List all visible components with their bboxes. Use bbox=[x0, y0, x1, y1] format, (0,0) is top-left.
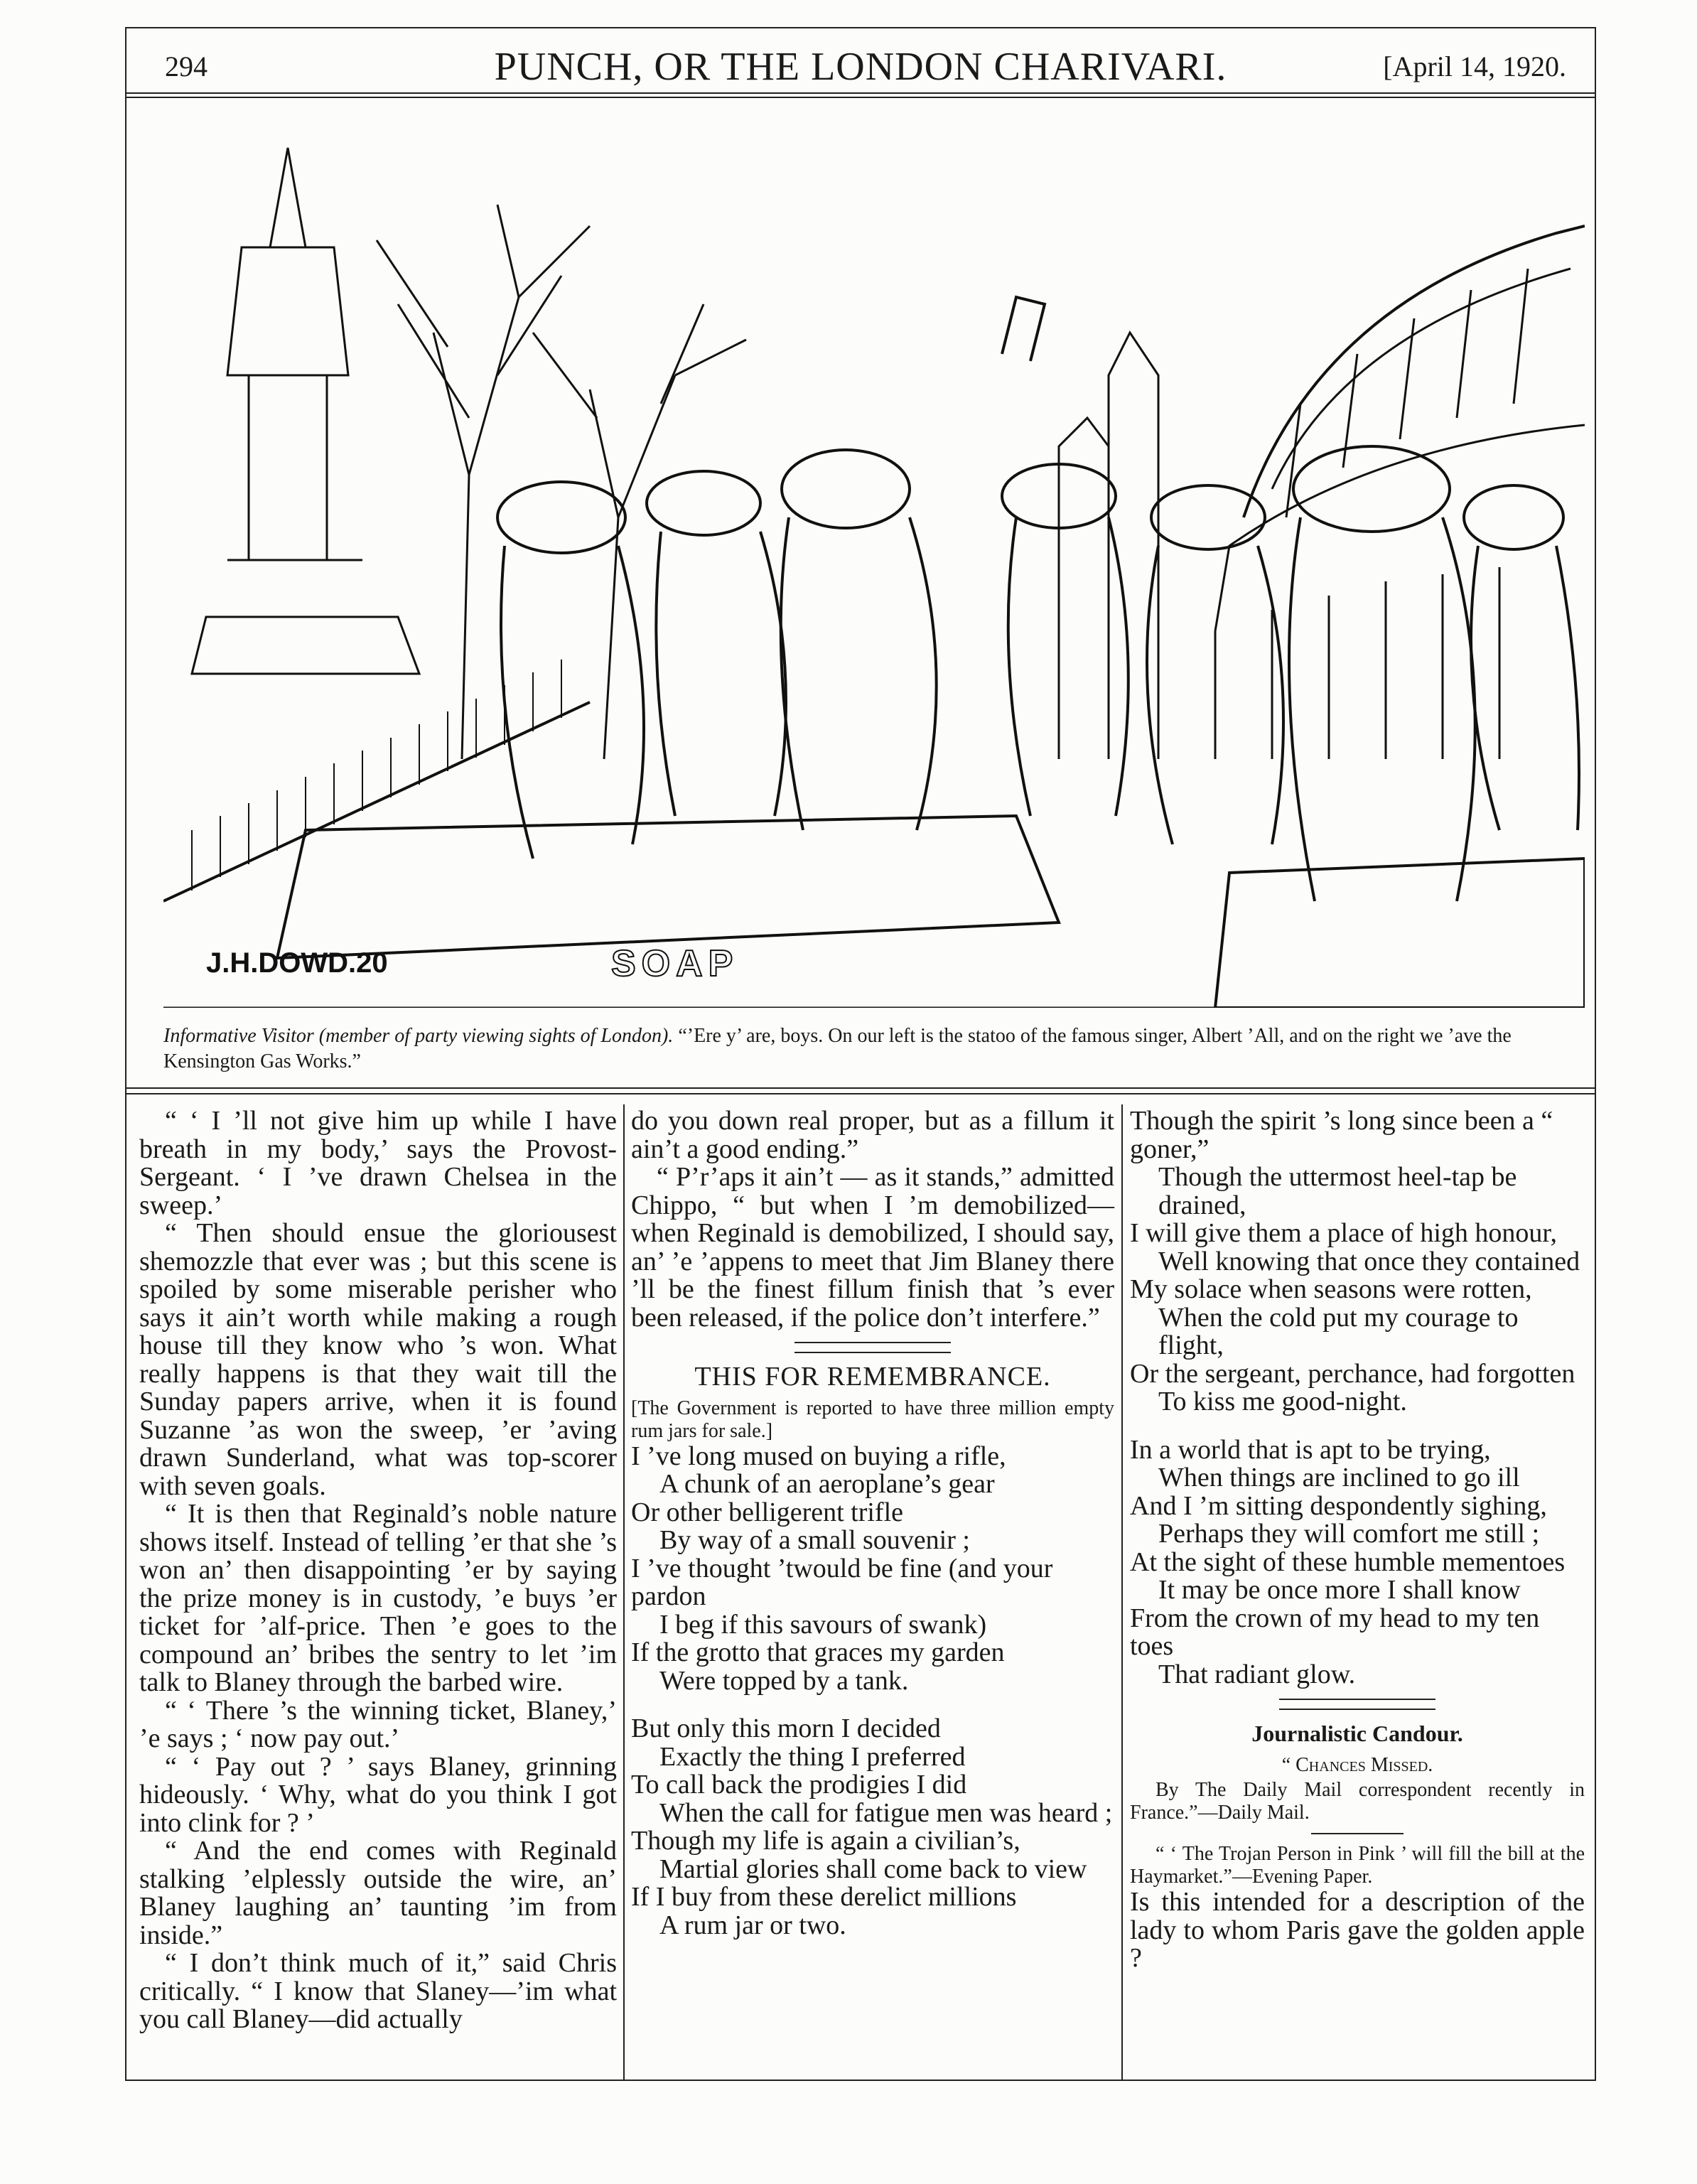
issue-date: [April 14, 1920. bbox=[1383, 50, 1566, 82]
column-divider-2 bbox=[1121, 1104, 1123, 2081]
verse-line: Perhaps they will comfort me still ; bbox=[1158, 1519, 1540, 1549]
column-divider-1 bbox=[623, 1104, 625, 2081]
verse-line: Martial glories shall come back to view bbox=[659, 1854, 1087, 1884]
comment-text: Is this intended for a description of the lady to whom Paris gave the golden apple ? bbox=[1130, 1887, 1585, 1973]
caption-rule-2 bbox=[125, 1093, 1596, 1094]
column-3 bbox=[1130, 1107, 1585, 1973]
verse-line: But only this morn I decided bbox=[631, 1714, 941, 1743]
verse-line: That radiant glow. bbox=[1158, 1659, 1356, 1689]
section-divider bbox=[1279, 1699, 1435, 1710]
verse-line: I ’ve thought ’twould be fine (and your pardon bbox=[631, 1553, 1053, 1611]
soap-sign: SOAP bbox=[611, 943, 739, 984]
page-number: 294 bbox=[165, 50, 208, 82]
section-divider bbox=[794, 1342, 951, 1353]
header-rule-2 bbox=[125, 97, 1596, 98]
verse-line: To call back the prodigies I did bbox=[631, 1770, 967, 1800]
section-heading: Journalistic Candour. bbox=[1251, 1721, 1463, 1746]
memorial-spire bbox=[270, 148, 306, 247]
verse-line: A chunk of an aeroplane’s gear bbox=[659, 1469, 995, 1499]
paragraph: “ ‘ I ’ll not give him up while I have breath in my body,’ says the Provost-Sergeant. ‘ I ’ve drawn Chelsea in the sweep.’ bbox=[139, 1106, 617, 1220]
quoted-headline: “ Chances Missed. bbox=[1281, 1753, 1433, 1776]
caption-rule bbox=[125, 1087, 1596, 1089]
verse-line: Though the uttermost heel-tap be drained, bbox=[1158, 1162, 1517, 1220]
page-header bbox=[125, 41, 1596, 105]
paragraph: “ It is then that Reginald’s noble nature shows itself. Instead of telling ’er that she ’s won an’ then disappointing ’er by saying the prize money is in custody, ’e buys ’er ticket for ’alf-price. Then ’e goes to the compound an’ bribes the sentry to let ’im talk to Blaney through the barbed wire. bbox=[139, 1499, 617, 1697]
verse-line: It may be once more I shall know bbox=[1158, 1575, 1521, 1605]
verse-line: If I buy from these derelict millions bbox=[631, 1882, 1017, 1912]
cartoon-caption bbox=[163, 1023, 1582, 1075]
verse-line: In a world that is apt to be trying, bbox=[1130, 1434, 1491, 1465]
verse-line: When things are inclined to go ill bbox=[1158, 1463, 1520, 1492]
verse-line: When the call for fatigue men was heard ; bbox=[659, 1797, 1113, 1828]
verse-line: Or the sergeant, perchance, had forgotten bbox=[1130, 1358, 1575, 1389]
paragraph: “ I don’t think much of it,” said Chris critically. “ I know that Slaney—’im what you call Blaney—did actually bbox=[139, 1948, 617, 2034]
caption-intro: Informative Visitor (member of party viewing sights of London). bbox=[163, 1025, 674, 1047]
verse-line: I will give them a place of high honour, bbox=[1130, 1218, 1558, 1248]
verse-line: My solace when seasons were rotten, bbox=[1130, 1274, 1532, 1304]
verse-line: A rum jar or two. bbox=[659, 1910, 846, 1940]
poem-title: THIS FOR REMEMBRANCE. bbox=[694, 1362, 1051, 1392]
verse-line: Though my life is again a civilian’s, bbox=[631, 1826, 1020, 1856]
caption-quote: “’Ere y’ are, boys. On our left is the statoo of the famous singer, Albert ’All, and on the right we ’ave the Kensington Gas Works.” bbox=[163, 1025, 1512, 1072]
verse-line: Or other belligerent trifle bbox=[631, 1497, 904, 1527]
verse-line: Exactly the thing I preferred bbox=[659, 1741, 966, 1772]
poem-note: [The Government is reported to have three million empty rum jars for sale.] bbox=[631, 1397, 1114, 1442]
paragraph: “ And the end comes with Reginald stalking ’elplessly outside the wire, an’ Blaney laughing an’ taunting ’im from inside.” bbox=[139, 1836, 617, 1950]
artist-signature: J.H.DOWD.20 bbox=[206, 947, 388, 979]
verse-line: Though the spirit ’s long since been a “ goner,” bbox=[1130, 1106, 1553, 1164]
quoted-text: By The Daily Mail correspondent recently in France.”—Daily Mail. bbox=[1130, 1779, 1585, 1824]
verse-line: Were topped by a tank. bbox=[659, 1665, 909, 1696]
header-rule bbox=[125, 92, 1596, 94]
verse-line: By way of a small souvenir ; bbox=[659, 1525, 970, 1555]
column-2 bbox=[631, 1107, 1114, 1940]
short-divider bbox=[1311, 1833, 1404, 1834]
cartoon-illustration bbox=[163, 119, 1585, 1008]
magazine-title: PUNCH, OR THE LONDON CHARIVARI. bbox=[494, 45, 1227, 89]
albert-hall-dome bbox=[1244, 226, 1585, 517]
verse-line: I ’ve long mused on buying a rifle, bbox=[631, 1441, 1006, 1471]
charabanc-passengers bbox=[497, 297, 1579, 901]
verse-line: And I ’m sitting despondently sighing, bbox=[1130, 1490, 1547, 1521]
paragraph: “ ‘ Pay out ? ’ says Blaney, grinning hideously. ‘ Why, what do you think I got into clink for ? ’ bbox=[139, 1751, 617, 1838]
paragraph: do you down real proper, but as a fillum it ain’t a good ending.” bbox=[631, 1106, 1114, 1164]
quoted-text: “ ‘ The Trojan Person in Pink ’ will fill the bill at the Haymarket.”—Evening Paper. bbox=[1130, 1843, 1585, 1888]
paragraph: “ P’r’aps it ain’t — as it stands,” admitted Chippo, “ but when I ’m demobilized—when Reginald is demobilized, I should say, an’ ’e ’appens to meet that Jim Blaney there ’ll be the finest fillum finish that ’s ever been released, if the police don’t interfere.” bbox=[631, 1162, 1114, 1333]
seat-back bbox=[277, 816, 1059, 958]
verse-line: From the crown of my head to my ten toes bbox=[1130, 1603, 1540, 1661]
verse-line: If the grotto that graces my garden bbox=[631, 1637, 1005, 1667]
paragraph: “ Then should ensue the gloriousest shemozzle that ever was ; but this scene is spoiled by some miserable perisher who says it ain’t worth while making a rough house till they know who ’s won. What really happens is that they wait till the Sunday papers arrive, when it is found Suzanne ’as won the sweep, ’er ’aving drawn Sunderland, what was top-scorer with seven goals. bbox=[139, 1218, 617, 1501]
verse-line: At the sight of these humble mementoes bbox=[1130, 1546, 1566, 1577]
verse-line: Well knowing that once they contained bbox=[1158, 1246, 1580, 1276]
verse-line: I beg if this savours of swank) bbox=[659, 1609, 987, 1640]
pointing-hand bbox=[1002, 297, 1045, 361]
paragraph: “ ‘ There ’s the winning ticket, Blaney,’ ’e says ; ‘ now pay out.’ bbox=[139, 1695, 617, 1753]
park-railings bbox=[163, 702, 590, 901]
verse-line: When the cold put my courage to flight, bbox=[1158, 1302, 1519, 1360]
column-1 bbox=[139, 1107, 617, 2034]
verse-line: To kiss me good-night. bbox=[1158, 1387, 1407, 1416]
